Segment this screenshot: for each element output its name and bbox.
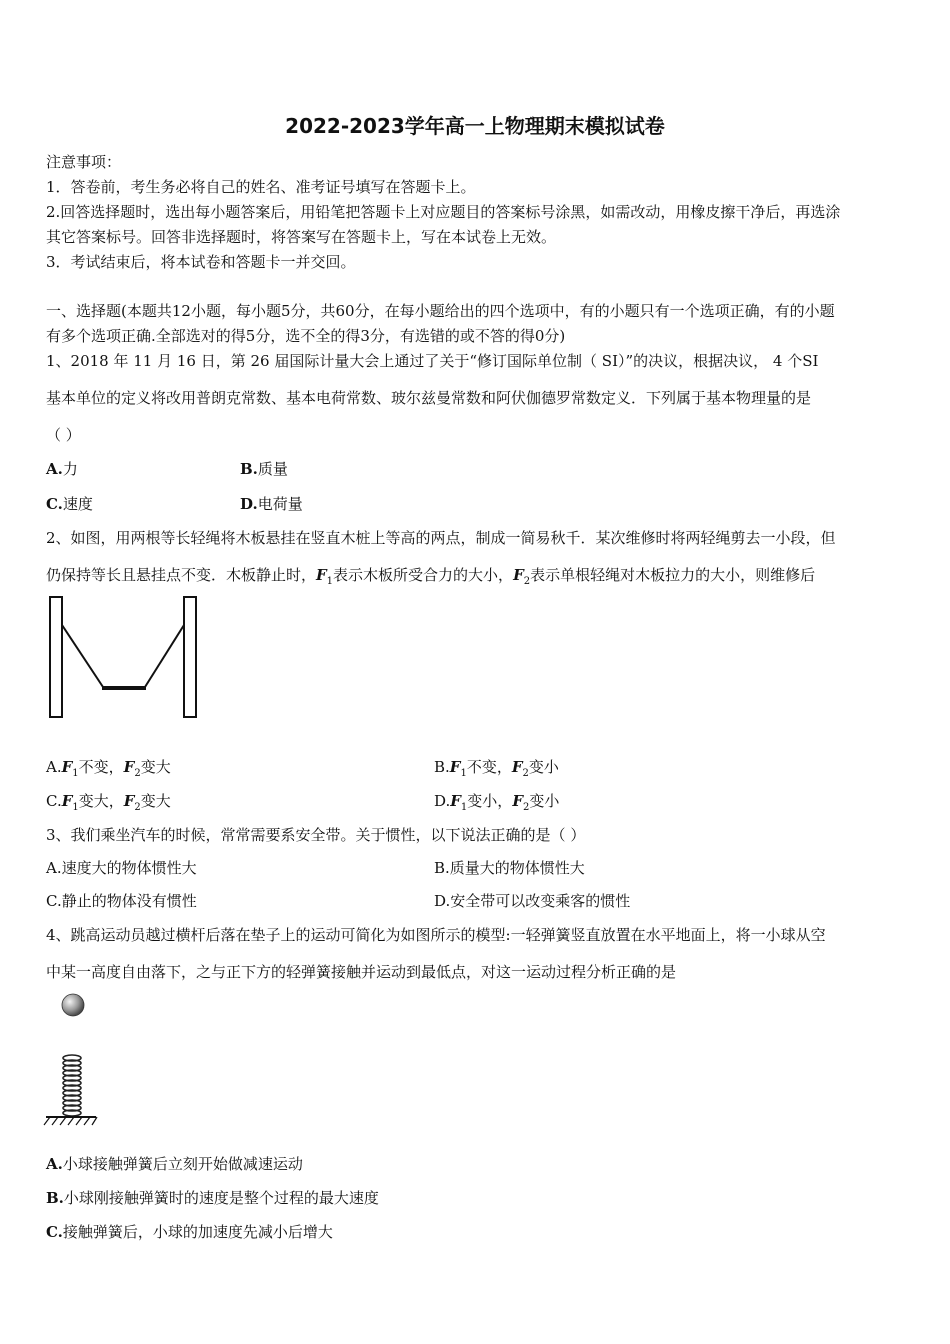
f2-symbol: F [123, 792, 135, 810]
page-title: 2022-2023学年高一上物理期末模拟试卷 [285, 114, 665, 138]
swing-figure [46, 595, 202, 721]
q1-option-d-key: D. [240, 495, 258, 513]
q2-option-b-key: B. [434, 758, 450, 776]
f1-subscript: 1 [460, 768, 467, 779]
q2-stem-text-c: 表示单根轻绳对木板拉力的大小，则维修后 [530, 566, 816, 584]
q4-option-c-key: C. [46, 1223, 63, 1241]
q1-option-c [46, 494, 93, 514]
q2-option-b [434, 757, 559, 784]
q1-option-b-key: B. [240, 460, 258, 478]
notice-item-2: 2.回答选择题时，选出每小题答案后，用铅笔把答题卡上对应题目的答案标号涂黑，如需改动，用橡皮擦干净后，再选涂 [46, 203, 841, 221]
f2-symbol: F [513, 566, 524, 584]
q1-option-b [240, 459, 288, 479]
q4-stem-line-1: 4、跳高运动员越过横杆后落在垫子上的运动可简化为如图所示的模型:一轻弹簧竖直放置在水平地面上，将一小球从空 [46, 926, 826, 944]
notice-heading: 注意事项： [46, 153, 122, 171]
q2-stem-line-1: 2、如图，用两根等长轻绳将木板悬挂在竖直木桩上等高的两点，制成一简易秋千．某次维修时将两轻绳剪去一小段，但 [46, 529, 836, 547]
right-post [184, 597, 196, 717]
q4-option-c-text: 接触弹簧后，小球的加速度先减小后增大 [62, 1223, 333, 1241]
q4-option-a-text: 小球接触弹簧后立刻开始做减速运动 [62, 1155, 303, 1173]
f1-subscript: 1 [72, 768, 79, 779]
q1-option-a [46, 459, 78, 479]
f1-symbol: F [61, 758, 73, 776]
q2-option-c-mid: 变大， [78, 792, 124, 810]
f1-symbol: F [316, 566, 327, 584]
q4-option-b-key: B. [46, 1189, 64, 1207]
ball-spring-figure [42, 990, 102, 1130]
q3-stem: 3、我们乘坐汽车的时候，常常需要系安全带。关于惯性，以下说法正确的是（ ） [46, 826, 586, 844]
q3-option-c: C.静止的物体没有惯性 [46, 892, 197, 910]
q3-option-d: D.安全带可以改变乘客的惯性 [434, 892, 631, 910]
q2-option-d-end: 变小 [529, 792, 560, 810]
q1-option-c-key: C. [46, 495, 63, 513]
left-post [50, 597, 62, 717]
q2-option-b-end: 变小 [528, 758, 559, 776]
q1-option-d [240, 494, 303, 514]
q2-option-c-key: C. [46, 792, 62, 810]
q2-option-d-key: D. [434, 792, 451, 810]
f2-subscript: 2 [134, 802, 141, 813]
left-rope [62, 625, 103, 687]
q2-option-a [46, 757, 171, 784]
q4-option-a [46, 1154, 303, 1174]
f1-subscript: 1 [460, 802, 468, 813]
notice-item-3: 3．考试结束后，将本试卷和答题卡一并交回。 [46, 253, 356, 271]
q2-option-b-mid: 不变， [466, 758, 512, 776]
q2-option-a-end: 变大 [140, 758, 171, 776]
q1-stem-line-1: 1、2018 年 11 月 16 日，第 26 届国际计量大会上通过了关于“修订国际单位制（ SI）”的决议，根据决议， 4 个SI [46, 352, 819, 370]
f2-subscript: 2 [522, 802, 530, 813]
q1-option-c-text: 速度 [62, 495, 93, 513]
section-intro-line-2: 有多个选项正确.全部选对的得5分，选不全的得3分，有选错的或不答的得0分) [46, 327, 566, 345]
q2-stem-text-b: 表示木板所受合力的大小， [333, 566, 514, 584]
ground-hatching [44, 1117, 97, 1125]
f1-symbol: F [449, 758, 461, 776]
section-intro-line-1: 一、选择题(本题共12小题，每小题5分，共60分，在每小题给出的四个选项中，有的小题只有一个选项正确，有的小题 [46, 302, 835, 320]
q2-stem-line-2 [46, 565, 815, 592]
notice-item-1: 1．答卷前，考生务必将自己的姓名、准考证号填写在答题卡上。 [46, 178, 476, 196]
ball [62, 994, 84, 1016]
q2-option-c-end: 变大 [140, 792, 171, 810]
f2-symbol: F [123, 758, 135, 776]
q4-option-b-text: 小球刚接触弹簧时的速度是整个过程的最大速度 [63, 1189, 379, 1207]
f1-symbol: F [61, 792, 73, 810]
q3-option-b: B.质量大的物体惯性大 [434, 859, 585, 877]
f2-subscript: 2 [523, 576, 531, 587]
f1-subscript: 1 [326, 576, 334, 587]
q1-stem-line-3: （ ） [46, 426, 81, 444]
q4-option-b [46, 1188, 379, 1208]
q1-option-a-key: A. [46, 460, 63, 478]
f2-symbol: F [512, 792, 523, 810]
q2-option-a-key: A. [46, 758, 62, 776]
spring [63, 1055, 81, 1116]
f2-subscript: 2 [134, 768, 141, 779]
q2-option-d [434, 791, 559, 818]
swing-board [102, 686, 146, 690]
q2-option-c [46, 791, 171, 818]
f1-subscript: 1 [72, 802, 79, 813]
q3-option-a: A.速度大的物体惯性大 [46, 859, 197, 877]
right-rope [145, 625, 184, 687]
q2-option-d-mid: 变小， [467, 792, 513, 810]
notice-item-2-cont: 其它答案标号。回答非选择题时，将答案写在答题卡上，写在本试卷上无效。 [46, 228, 557, 246]
q1-option-a-text: 力 [62, 460, 78, 478]
q1-option-b-text: 质量 [257, 460, 288, 478]
q2-option-a-mid: 不变， [78, 758, 124, 776]
q2-stem-text-a: 仍保持等长且悬挂点不变．木板静止时， [46, 566, 317, 584]
f2-symbol: F [511, 758, 523, 776]
q4-option-a-key: A. [46, 1155, 63, 1173]
q1-option-d-text: 电荷量 [257, 495, 303, 513]
f2-subscript: 2 [522, 768, 529, 779]
q4-stem-line-2: 中某一高度自由落下，之与正下方的轻弹簧接触并运动到最低点，对这一运动过程分析正确的是 [46, 963, 677, 981]
q1-stem-line-2: 基本单位的定义将改用普朗克常数、基本电荷常数、玻尔兹曼常数和阿伏伽德罗常数定义．下列属于基本物理量的是 [46, 389, 812, 407]
q4-option-c [46, 1222, 333, 1242]
f1-symbol: F [450, 792, 461, 810]
